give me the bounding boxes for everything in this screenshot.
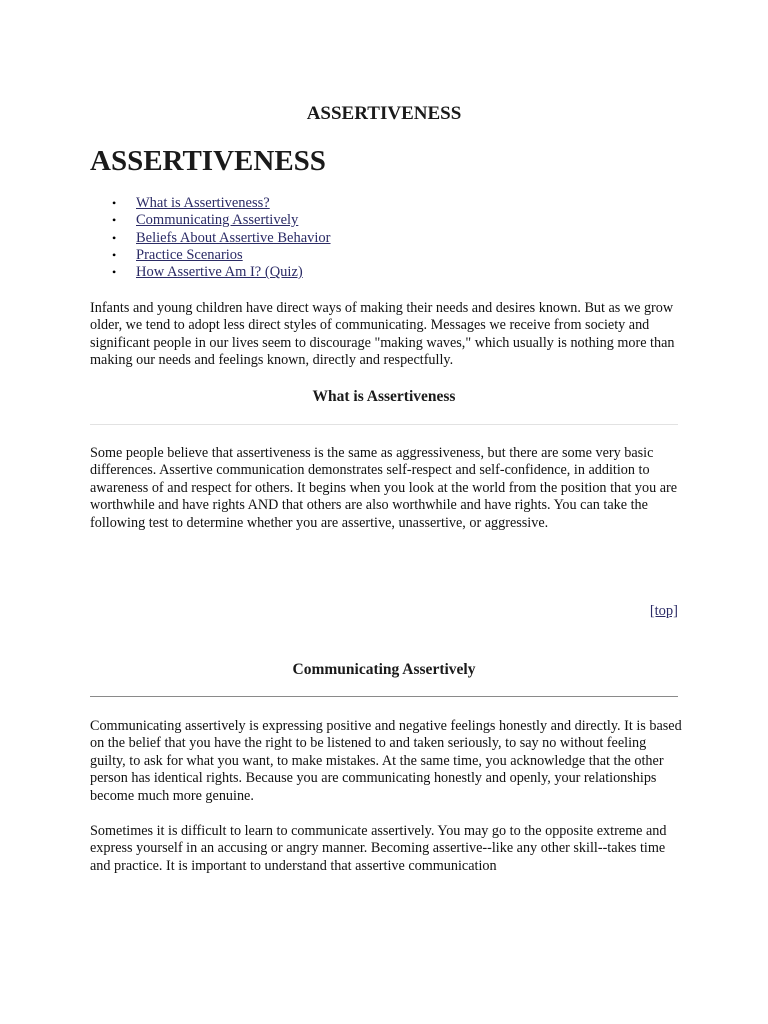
toc-item-practice-scenarios [90,247,331,264]
section-divider [90,424,678,425]
toc-item-beliefs [90,230,331,247]
section-heading-what-is-assertiveness: What is Assertiveness [312,388,456,405]
main-heading: ASSERTIVENESS [90,145,326,177]
toc-item-communicating-assertively [90,212,331,229]
bullet-icon: • [112,196,117,210]
toc-link-communicating-assertively[interactable]: Communicating Assertively [136,212,299,229]
paragraph-communicating-2: Sometimes it is difficult to learn to communicate assertively. You may go to the opposite extreme and express yourself in an accusing or angry manner. Becoming assertive--like any other skill--takes time and practice. It is important to understand that assertive communication [90,823,667,874]
bullet-icon: • [112,265,117,280]
table-of-contents [90,195,331,281]
intro-paragraph: Infants and young children have direct ways of making their needs and desires known. But as we grow older, we tend to adopt less direct styles of communicating. Messages we receive from society and significant people in our lives seem to discourage "making waves," which usually is nothing more than making our needs and feelings known, directly and respectfully. [90,300,675,369]
toc-item-what-is-assertiveness [90,195,331,212]
back-to-top-link[interactable]: [top] [649,603,678,619]
bullet-icon: • [112,247,117,262]
document-title: ASSERTIVENESS [306,103,462,124]
toc-link-quiz[interactable]: How Assertive Am I? (Quiz) [136,264,303,281]
section-divider [90,696,678,697]
toc-link-practice-scenarios[interactable]: Practice Scenarios [136,246,243,263]
section-heading-communicating-assertively: Communicating Assertively [292,661,476,678]
toc-link-what-is-assertiveness[interactable]: What is Assertiveness? [136,195,270,211]
bullet-icon: • [112,230,117,245]
toc-item-quiz [90,264,331,281]
bullet-icon: • [112,213,117,228]
paragraph-what-is-assertiveness: Some people believe that assertiveness is the same as aggressiveness, but there are some very basic differences. Assertive communication demonstrates self-respect and self-confidence, in addition to awareness of and respect for others. It begins when you look at the world from the position that you are worthwhile and have rights AND that others are also worthwhile and have rights. You can take the following test to determine whether you are assertive, unassertive, or aggressive. [90,445,678,531]
paragraph-communicating-1: Communicating assertively is expressing positive and negative feelings honestly and directly. It is based on the belief that you have the right to be listened to and taken seriously, to say no without feeling guilty, to ask for what you want, to make mistakes. At the same time, you acknowledge that the other person has identical rights. Because you are communicating honestly and openly, your relationships become much more genuine. [90,718,682,804]
toc-link-beliefs[interactable]: Beliefs About Assertive Behavior [136,229,331,246]
